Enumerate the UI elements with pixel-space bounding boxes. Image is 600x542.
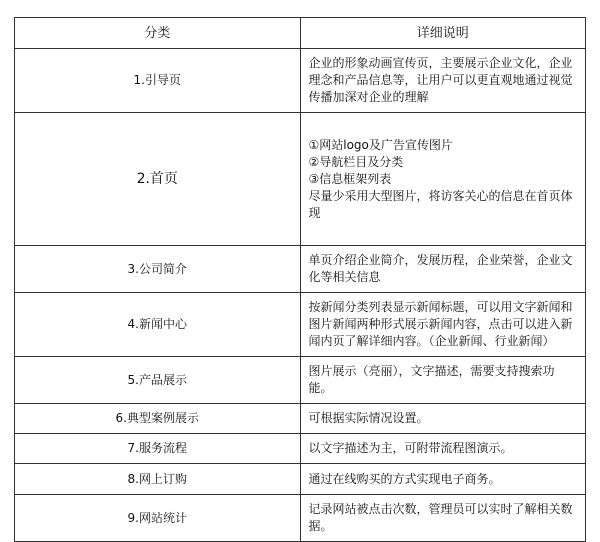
row-category: 1.引导页 bbox=[15, 49, 301, 113]
row-description bbox=[300, 434, 586, 464]
description-line: 图片展示（亮丽），文字描述，需要支持搜索功能。 bbox=[308, 364, 555, 395]
table-row bbox=[15, 49, 586, 113]
description-line: 记录网站被点击次数，管理员可以实时了解相关数据。 bbox=[308, 502, 573, 533]
description-line: ②导航栏目及分类 bbox=[308, 154, 404, 169]
table-header-row bbox=[15, 18, 586, 49]
row-description bbox=[300, 246, 586, 293]
table-row bbox=[15, 495, 586, 542]
row-category: 3.公司简介 bbox=[15, 246, 301, 293]
row-category: 2.首页 bbox=[15, 113, 301, 246]
header-details: 详细说明 bbox=[300, 18, 586, 49]
description-line: ③信息框架列表 bbox=[308, 171, 392, 186]
row-category: 6.典型案例展示 bbox=[15, 404, 301, 434]
row-description bbox=[300, 464, 586, 495]
description-line: 通过在线购买的方式实现电子商务。 bbox=[308, 471, 501, 486]
table-row bbox=[15, 293, 586, 357]
table-row bbox=[15, 434, 586, 464]
description-line: 可根据实际情况设置。 bbox=[308, 411, 429, 425]
row-category: 7.服务流程 bbox=[15, 434, 301, 464]
description-line: 企业的形象动画宣传页，主要展示企业文化，企业理念和产品信息等，让用户可以更直观地通过视觉传播加深对企业的理解 bbox=[308, 56, 573, 104]
row-description bbox=[300, 357, 586, 404]
row-category: 8.网上订购 bbox=[15, 464, 301, 495]
table-row bbox=[15, 113, 586, 246]
row-category: 9.网站统计 bbox=[15, 495, 301, 542]
description-line: 尽量少采用大型图片，将访客关心的信息在首页体现 bbox=[308, 188, 573, 220]
table-row bbox=[15, 357, 586, 404]
site-structure-table bbox=[14, 17, 586, 542]
row-description bbox=[300, 293, 586, 357]
description-line: 单页介绍企业简介，发展历程，企业荣誉，企业文化等相关信息 bbox=[308, 253, 573, 284]
row-category: 5.产品展示 bbox=[15, 357, 301, 404]
header-category: 分类 bbox=[15, 18, 301, 49]
row-description bbox=[300, 404, 586, 434]
row-category: 4.新闻中心 bbox=[15, 293, 301, 357]
description-line: 按新闻分类列表显示新闻标题，可以用文字新闻和图片新闻两种形式展示新闻内容，点击可以进入新闻内页了解详细内容。（企业新闻、行业新闻） bbox=[308, 300, 573, 348]
row-description bbox=[300, 495, 586, 542]
description-line: 以文字描述为主，可附带流程图演示。 bbox=[308, 441, 513, 455]
table-row bbox=[15, 404, 586, 434]
row-description bbox=[300, 49, 586, 113]
row-description bbox=[300, 113, 586, 246]
description-line: ①网站logo及广告宣传图片 bbox=[308, 137, 453, 152]
table-row bbox=[15, 464, 586, 495]
page-content bbox=[14, 17, 586, 542]
table-row bbox=[15, 246, 586, 293]
